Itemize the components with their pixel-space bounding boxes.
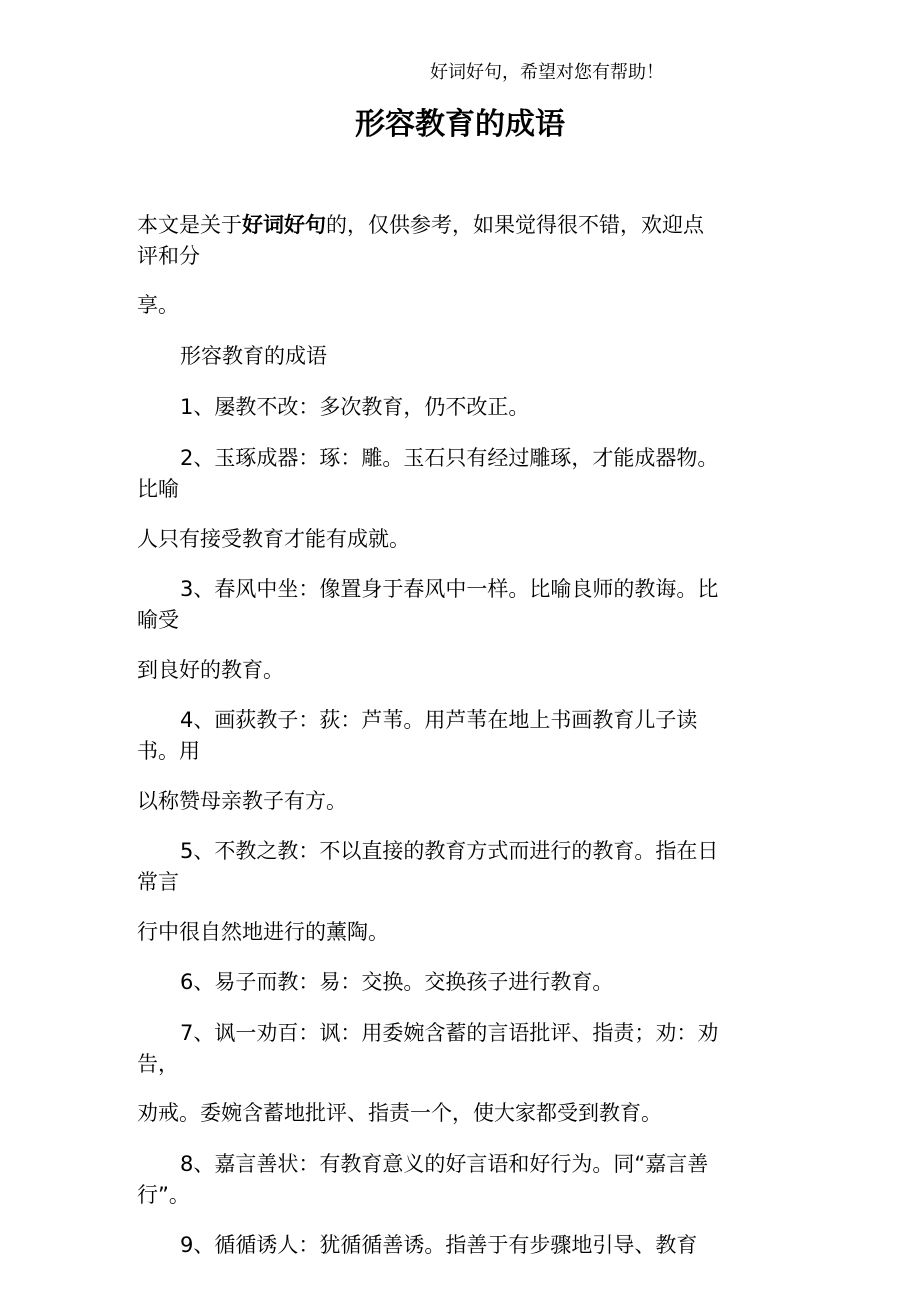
idiom-item-7-line-3: 劝戒。委婉含蓄地批评、指责一个，使大家都受到教育。 (137, 1101, 662, 1125)
idiom-item-4-line-1: 4、画荻教子：荻：芦苇。用芦苇在地上书画教育儿子读 (180, 708, 698, 732)
idiom-item-2-line-1: 2、玉琢成器：琢：雕。玉石只有经过雕琢，才能成器物。 (180, 446, 719, 470)
idiom-item-3-line-1: 3、春风中坐：像置身于春风中一样。比喻良师的教诲。比 (180, 577, 719, 601)
idiom-item-6-line-1: 6、易子而教：易：交换。交换孩子进行教育。 (180, 970, 614, 994)
intro-line-3: 享。 (137, 293, 179, 317)
idiom-item-5-line-3: 行中很自然地进行的薰陶。 (137, 920, 389, 944)
idiom-item-8-line-2: 行”。 (137, 1183, 190, 1207)
idiom-item-5-line-1: 5、不教之教：不以直接的教育方式而进行的教育。指在日 (180, 839, 719, 863)
idiom-item-8-line-1: 8、嘉言善状：有教育意义的好言语和好行为。同“嘉言善 (180, 1152, 709, 1176)
idiom-item-3-line-3: 到良好的教育。 (137, 658, 284, 682)
intro-bold-text: 好词好句 (242, 213, 326, 237)
idiom-item-9-line-1: 9、循循诱人：犹循循善诱。指善于有步骤地引导、教育 (180, 1233, 698, 1257)
idiom-item-3-line-2: 喻受 (137, 608, 179, 632)
idiom-item-7-line-2: 告， (137, 1052, 179, 1076)
header-note: 好词好句，希望对您有帮助！ (430, 62, 664, 83)
intro-line-1 (137, 210, 704, 240)
idiom-item-4-line-2: 书。用 (137, 739, 200, 763)
idiom-item-7-line-1: 7、讽一劝百：讽：用委婉含蓄的言语批评、指责；劝：劝 (180, 1021, 719, 1045)
idiom-item-5-line-2: 常言 (137, 870, 179, 894)
idiom-item-2-line-3: 人只有接受教育才能有成就。 (137, 527, 410, 551)
intro-text-before: 本文是关于 (137, 213, 242, 237)
intro-line-2: 评和分 (137, 244, 200, 268)
idiom-item-1-line-1: 1、屡教不改：多次教育，仍不改正。 (180, 395, 530, 419)
intro-text-after: 的，仅供参考，如果觉得很不错，欢迎点 (326, 213, 704, 237)
page-title: 形容教育的成语 (355, 107, 565, 142)
section-heading: 形容教育的成语 (180, 344, 327, 368)
idiom-item-2-line-2: 比喻 (137, 477, 179, 501)
idiom-item-4-line-3: 以称赞母亲教子有方。 (137, 789, 347, 813)
